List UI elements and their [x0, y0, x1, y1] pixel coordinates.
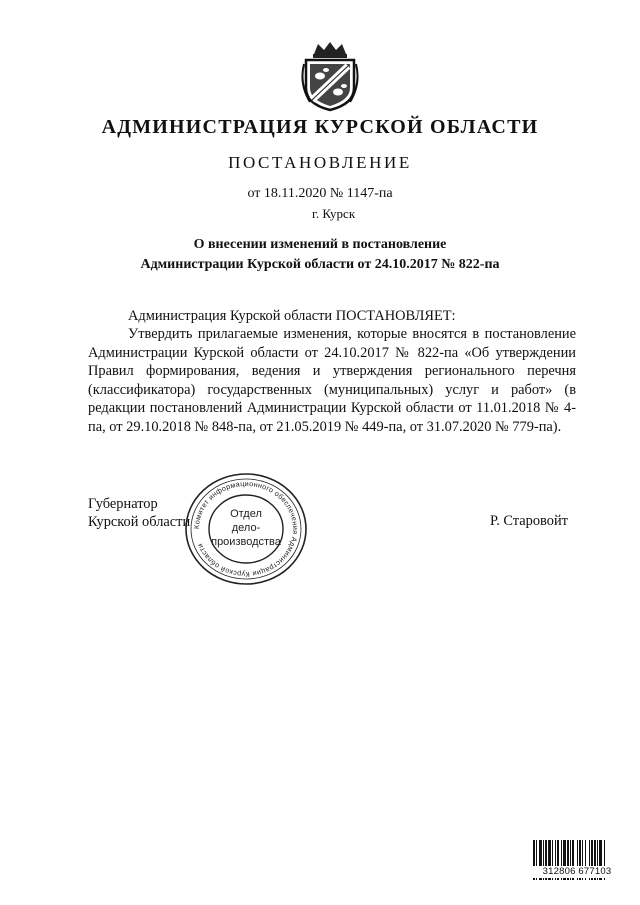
- subject-line-1: О внесении изменений в постановление: [193, 237, 447, 252]
- signatory-name: Р. Старовойт: [490, 513, 568, 529]
- stamp-center-line-3: производства: [211, 536, 281, 548]
- document-city: г. Курск: [312, 206, 356, 221]
- stamp-center-line-2: дело-: [231, 522, 261, 534]
- coat-of-arms-icon: [300, 40, 360, 112]
- organization-title: АДМИНИСТРАЦИЯ КУРСКОЙ ОБЛАСТИ: [101, 116, 539, 138]
- main-paragraph: Утвердить прилагаемые изменения, которые вносятся в постановление Администрации Курской области от 24.10.2017 № 822-па «Об утверждении Правил формирования, ведения и утверждения регионального перечня (классификатора) государственных (муниципальных) услуг и работ» (в редакции постановлений Администрации Курской области от 11.01.2018 № 4-па, от 29.10.2018 № 848-па, от 21.05.2019 № 449-па, от 31.07.2020 № 779-па).: [88, 326, 576, 435]
- signatory-title-line-1: Губернатор: [88, 496, 158, 512]
- subject-line-2: Администрации Курской области от 24.10.2017 № 822-па: [140, 257, 500, 272]
- stamp-ring-text: Комитет информационного обеспечения Администрации Курской области: [191, 478, 301, 580]
- document-date-number: от 18.11.2020 № 1147-па: [247, 186, 393, 201]
- stamp-center-line-1: Отдел: [230, 508, 262, 520]
- official-stamp: [183, 472, 309, 587]
- intro-text: Администрация Курской области ПОСТАНОВЛЯЕТ:: [128, 308, 456, 324]
- signatory-title-line-2: Курской области: [88, 514, 191, 530]
- barcode-number: 312806 677103: [532, 866, 622, 878]
- document-type: ПОСТАНОВЛЕНИЕ: [228, 153, 412, 172]
- signatory-title: [88, 495, 190, 531]
